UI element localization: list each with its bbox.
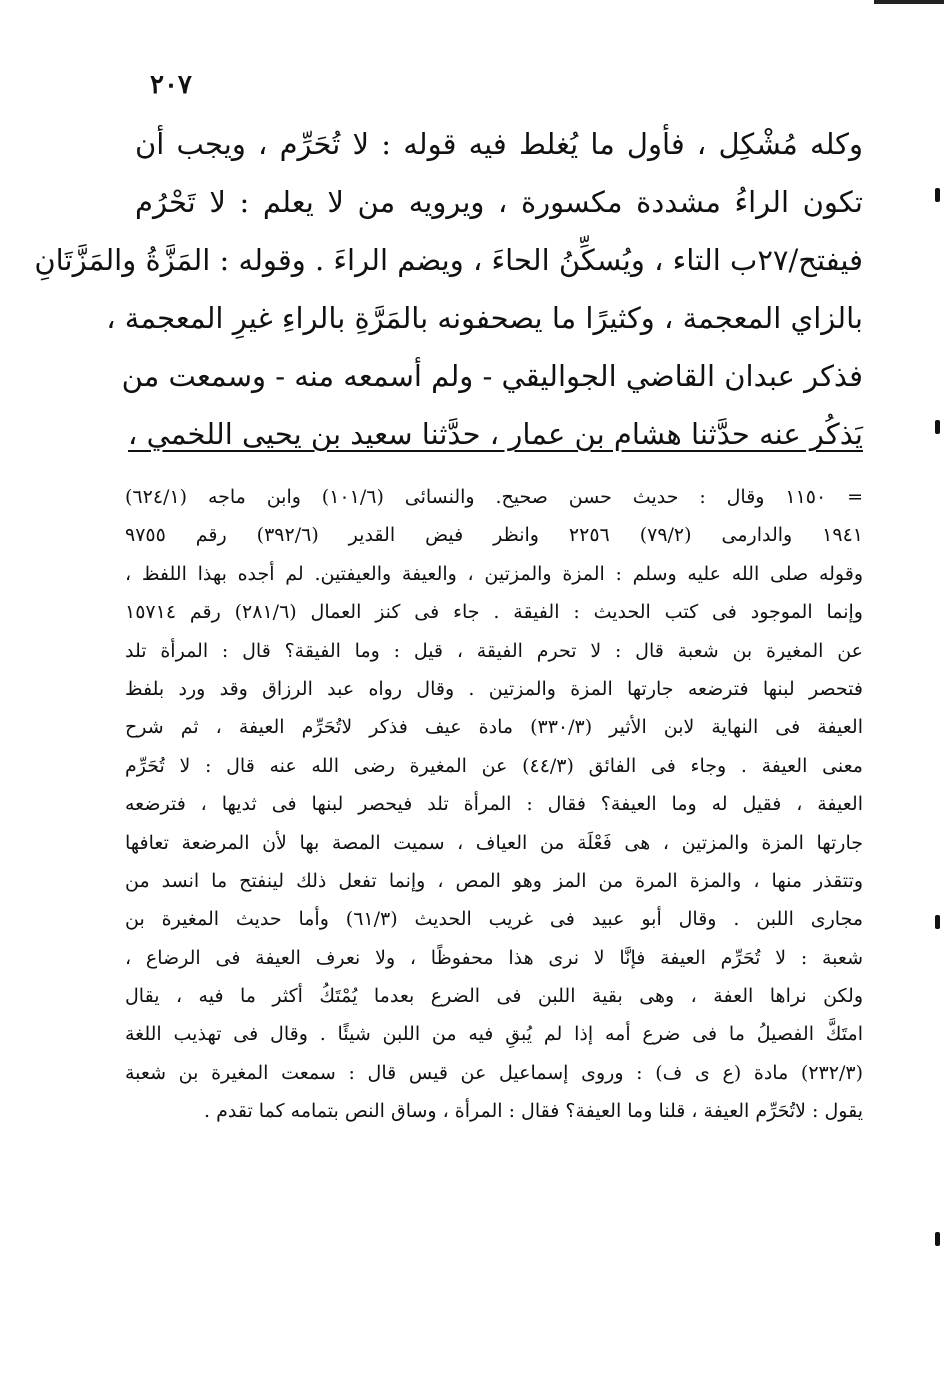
scan-corner-mark: [874, 0, 944, 4]
footnote-line: ١٩٤١ والدارمى (٧٩/٢) ٢٢٥٦ وانظر فيض القدير (٣٩٢/٦) رقم ٩٧٥٥: [125, 524, 863, 547]
footnote-line: (٢٣٢/٣) مادة (ع ى ف) : وروى إسماعيل عن قيس قال : سمعت المغيرة بن شعبة: [125, 1061, 863, 1084]
footnote-line: ولكن نراها العفة ، وهى بقية اللبن فى الضرع بعدما يُمْتَكُ أكثر ما فيه ، يقال: [125, 985, 863, 1008]
footnotes-block: [125, 478, 863, 1131]
footnote-line: وقوله صلى الله عليه وسلم : المزة والمزتين ، والعيفة والعيفتين. لم أجده بهذا اللفظ ،: [125, 562, 863, 585]
page-number: ٢٠٧: [150, 70, 192, 100]
scan-edge-mark: [935, 915, 940, 929]
footnote-line: معنى العيفة . وجاء فى الفائق (٤٤/٣) عن المغيرة رضى الله عنه قال : لا تُحَرِّم: [125, 754, 863, 777]
footnote-line: شعبة : لا تُحَرِّم العيفة فإنَّا لا نرى هذا محفوظًا ، ولا نعرف العيفة فى الرضاع ،: [125, 946, 863, 969]
scan-edge-mark: [935, 188, 940, 202]
main-text-line: بالزاي المعجمة ، وكثيرًا ما يصحفونه بالمَرَّةِ بالراءِ غيرِ المعجمة ،: [106, 301, 863, 335]
footnote-line: مجارى اللبن . وقال أبو عبيد فى غريب الحديث (٦١/٣) وأما حديث المغيرة بن: [125, 908, 864, 931]
footnote-line: جارتها المزة والمزتين ، هى فَعْلَة من العياف ، سميت المصة بها لأن المرضعة تعافها: [125, 831, 863, 854]
footnote-line: يقول : لاتُحَرِّم العيفة ، قلنا وما العيفة؟ فقال : المرأة ، وساق النص بتمامه كما تقدم .: [204, 1100, 863, 1123]
main-text-line: وكله مُشْكِل ، فأول ما يُغلط فيه قوله : لا تُحَرِّم ، ويجب أن: [135, 127, 863, 161]
footnote-line: عن المغيرة بن شعبة قال : لا تحرم الفيقة ، قيل : وما الفيقة؟ قال : المرأة تلد: [125, 639, 863, 662]
footnote-line: العيفة ، فقيل له وما العيفة؟ فقال : المرأة تلد فيحصر لبنها فى ثديها ، فترضعه: [125, 793, 863, 816]
footnote-line: = ١١٥٠ وقال : حديث حسن صحيح. والنسائى (١٠١/٦) وابن ماجه (٦٢٤/١): [125, 486, 863, 508]
main-text-line: يَذكُر عنه حدَّثنا هشام بن عمار ، حدَّثنا سعيد بن يحيى اللخمي ،: [128, 417, 863, 451]
main-text-line: تكون الراءُ مشددة مكسورة ، ويرويه من لا يعلم : لا تَحْرُم: [135, 185, 863, 219]
footnote-line: وتتقذر منها ، والمزة المرة من المز وهو المص ، وإنما تفعل ذلك لينفتح ما انسد من: [125, 869, 863, 892]
main-text-block: [34, 115, 863, 463]
footnote-line: وإنما الموجود فى كتب الحديث : الفيقة . جاء فى كنز العمال (٢٨١/٦) رقم ١٥٧١٤: [125, 601, 863, 624]
footnote-line: امتَكَّ الفصيلُ ما فى ضرع أمه إذا لم يُبقِ فيه من اللبن شيئًا . وقال فى تهذيب اللغة: [125, 1023, 863, 1046]
main-text-line: فيفتح/٢٧ب التاء ، ويُسكِّنُ الحاءَ ، ويضم الراءَ . وقوله : المَزَّةُ والمَزَّتَانِ: [34, 243, 863, 277]
scan-edge-mark: [935, 1232, 940, 1246]
main-text-line: فذكر عبدان القاضي الجواليقي - ولم أسمعه منه - وسمعت من: [121, 359, 863, 393]
footnote-line: العيفة فى النهاية لابن الأثير (٣٣٠/٣) مادة عيف فذكر لاتُحَرِّم العيفة ، ثم شرح: [125, 716, 863, 739]
footnote-line: فتحصر لبنها فترضعه جارتها المزة والمزتين . وقال رواه عبد الرزاق وقد ورد بلفظ: [125, 677, 863, 700]
scan-edge-mark: [935, 420, 940, 434]
